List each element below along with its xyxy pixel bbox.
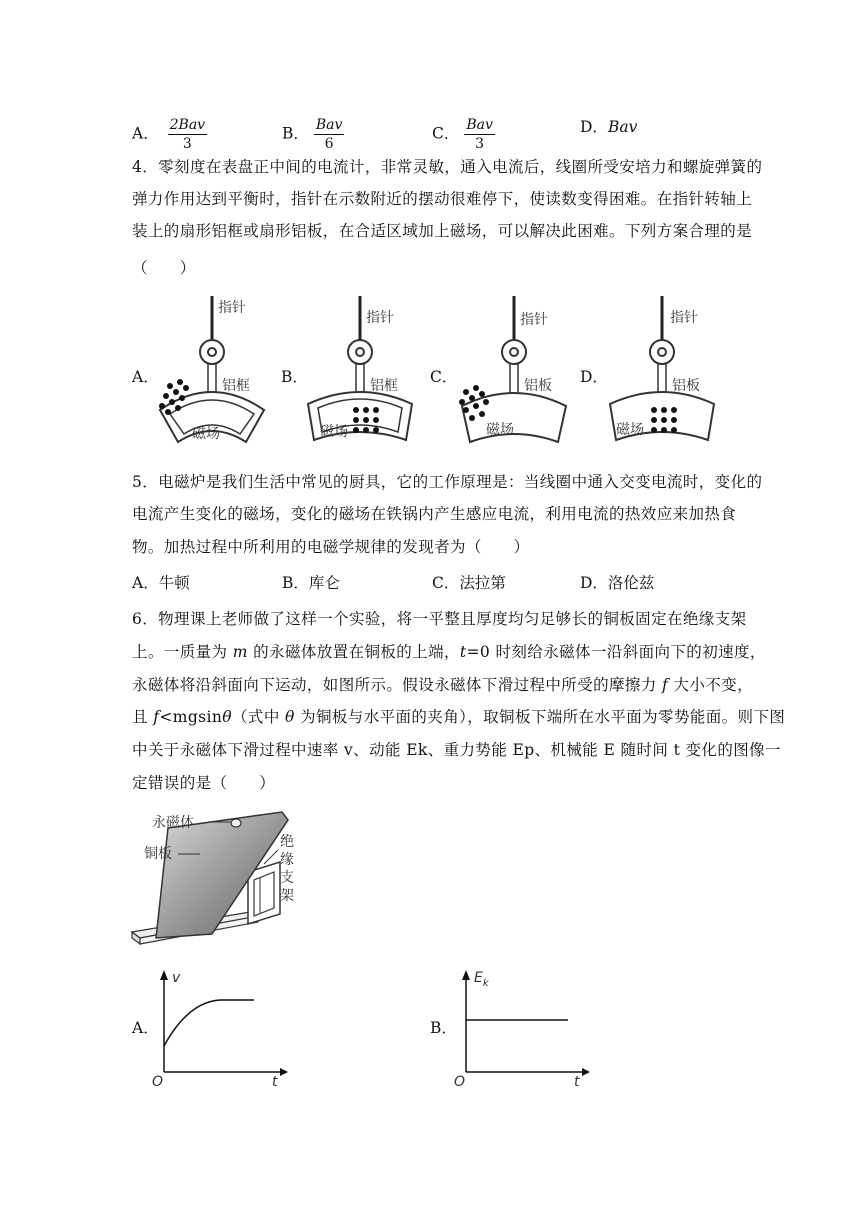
graph-b-y-label: $E_k$ [474,970,489,989]
q4-text-line: 4．零刻度在表盘正中间的电流计，非常灵敏，通入电流后，线圈所受安培力和螺旋弹簧的 [132,158,763,176]
q6-apparatus-figure [130,810,310,950]
fraction: $\frac{\text{2Bav}}{3}$ [169,117,206,152]
fraction: $\frac{\text{Bav}}{3}$ [466,117,493,152]
q5-text-line: 物。加热过程中所利用的电磁学规律的发现者为（ ） [132,538,530,556]
frame-label: 铝框 [370,378,398,394]
q6-option-a-label[interactable]: A． [132,1019,159,1037]
q6-graph-a [150,968,290,1088]
q4-answer-bracket: （ ） [132,259,196,277]
q4-option-c-label[interactable]: C． [430,368,458,386]
field-label: 磁场 [192,426,220,442]
q5-text-line: 电流产生变化的磁场，变化的磁场在铁锅内产生感应电流，利用电流的热效应来加热食 [132,505,737,523]
support-label-char: 绝 [280,834,294,850]
q6-option-b-label[interactable]: B． [430,1019,457,1037]
q6-text-line: 且 f<mgsinθ（式中 θ 为铜板与水平面的夹角），取铜板下端所在水平面为零势能面。则下图 [132,708,786,726]
q4-figure-c [452,292,572,452]
q6-text-line: 中关于永磁体下滑过程中速率 v、动能 Ek、重力势能 Ep、机械能 E 随时间 t 变化的图像一 [132,741,781,759]
graph-a-y-label: v [172,970,181,986]
graph-b-origin: O [454,1074,466,1090]
support-label-char: 架 [280,888,294,904]
q3-option-c[interactable]: C． $\frac{\text{Bav}}{3}$ [432,117,493,152]
q6-text-line: 上。一质量为 m 的永磁体放置在铜板的上端，t=0 时刻给永磁体一沿斜面向下的初速度， [132,643,766,661]
support-label-char: 支 [280,870,294,886]
q4-text-line: 装上的扇形铝框或扇形铝板，在合适区域加上磁场，可以解决此困难。下列方案合理的是 [132,222,753,240]
pointer-label: 指针 [520,312,548,328]
pointer-label: 指针 [366,310,394,326]
q4-figure-d [600,292,720,452]
pointer-label: 指针 [670,310,698,326]
plate-label: 铝板 [524,378,552,394]
frame-label: 铝框 [222,378,250,394]
plate-label: 铝板 [672,378,700,394]
q6-graph-b [452,968,592,1088]
q4-option-a-label[interactable]: A． [132,368,159,386]
q4-text-line: 弹力作用达到平衡时，指针在示数附近的摆动很难停下，使读数变得困难。在指针转轴上 [132,190,753,208]
q5-option-b[interactable]: B．库仑 [282,574,340,592]
field-label: 磁场 [616,422,644,438]
q6-text-line: 永磁体将沿斜面向下运动，如图所示。假设永磁体下滑过程中所受的摩擦力 f 大小不变， [132,676,753,694]
q5-option-a[interactable]: A．牛顿 [132,574,190,592]
graph-a-origin: O [152,1074,164,1090]
field-label: 磁场 [320,424,348,440]
copper-plate-label: 铜板 [144,846,172,862]
q6-text-line: 定错误的是（ ） [132,774,276,792]
q5-text-line: 5．电磁炉是我们生活中常见的厨具，它的工作原理是：当线圈中通入交变电流时，变化的 [132,473,763,491]
fraction: $\frac{\text{Bav}}{6}$ [315,117,343,152]
q3-option-b[interactable]: B． $\frac{\text{Bav}}{6}$ [282,117,343,152]
support-label-char: 缘 [280,852,294,868]
magnet-label: 永磁体 [152,815,194,831]
q4-figure-b [298,292,418,452]
q4-option-b-label[interactable]: B． [281,368,308,386]
q3-option-a[interactable]: A． $\frac{\text{2Bav}}{3}$ [132,117,206,152]
q3-option-d[interactable]: D．Bav [580,118,638,136]
q5-option-d[interactable]: D．洛伦兹 [580,574,655,592]
pointer-label: 指针 [218,300,246,316]
q4-option-d-label[interactable]: D． [580,368,608,386]
field-label: 磁场 [486,422,514,438]
graph-b-x-label: t [574,1074,580,1090]
q4-figure-a [150,292,270,452]
graph-a-x-label: t [272,1074,278,1090]
q6-text-line: 6．物理课上老师做了这样一个实验，将一平整且厚度均匀足够长的铜板固定在绝缘支架 [132,610,747,628]
q5-option-c[interactable]: C．法拉第 [432,574,506,592]
